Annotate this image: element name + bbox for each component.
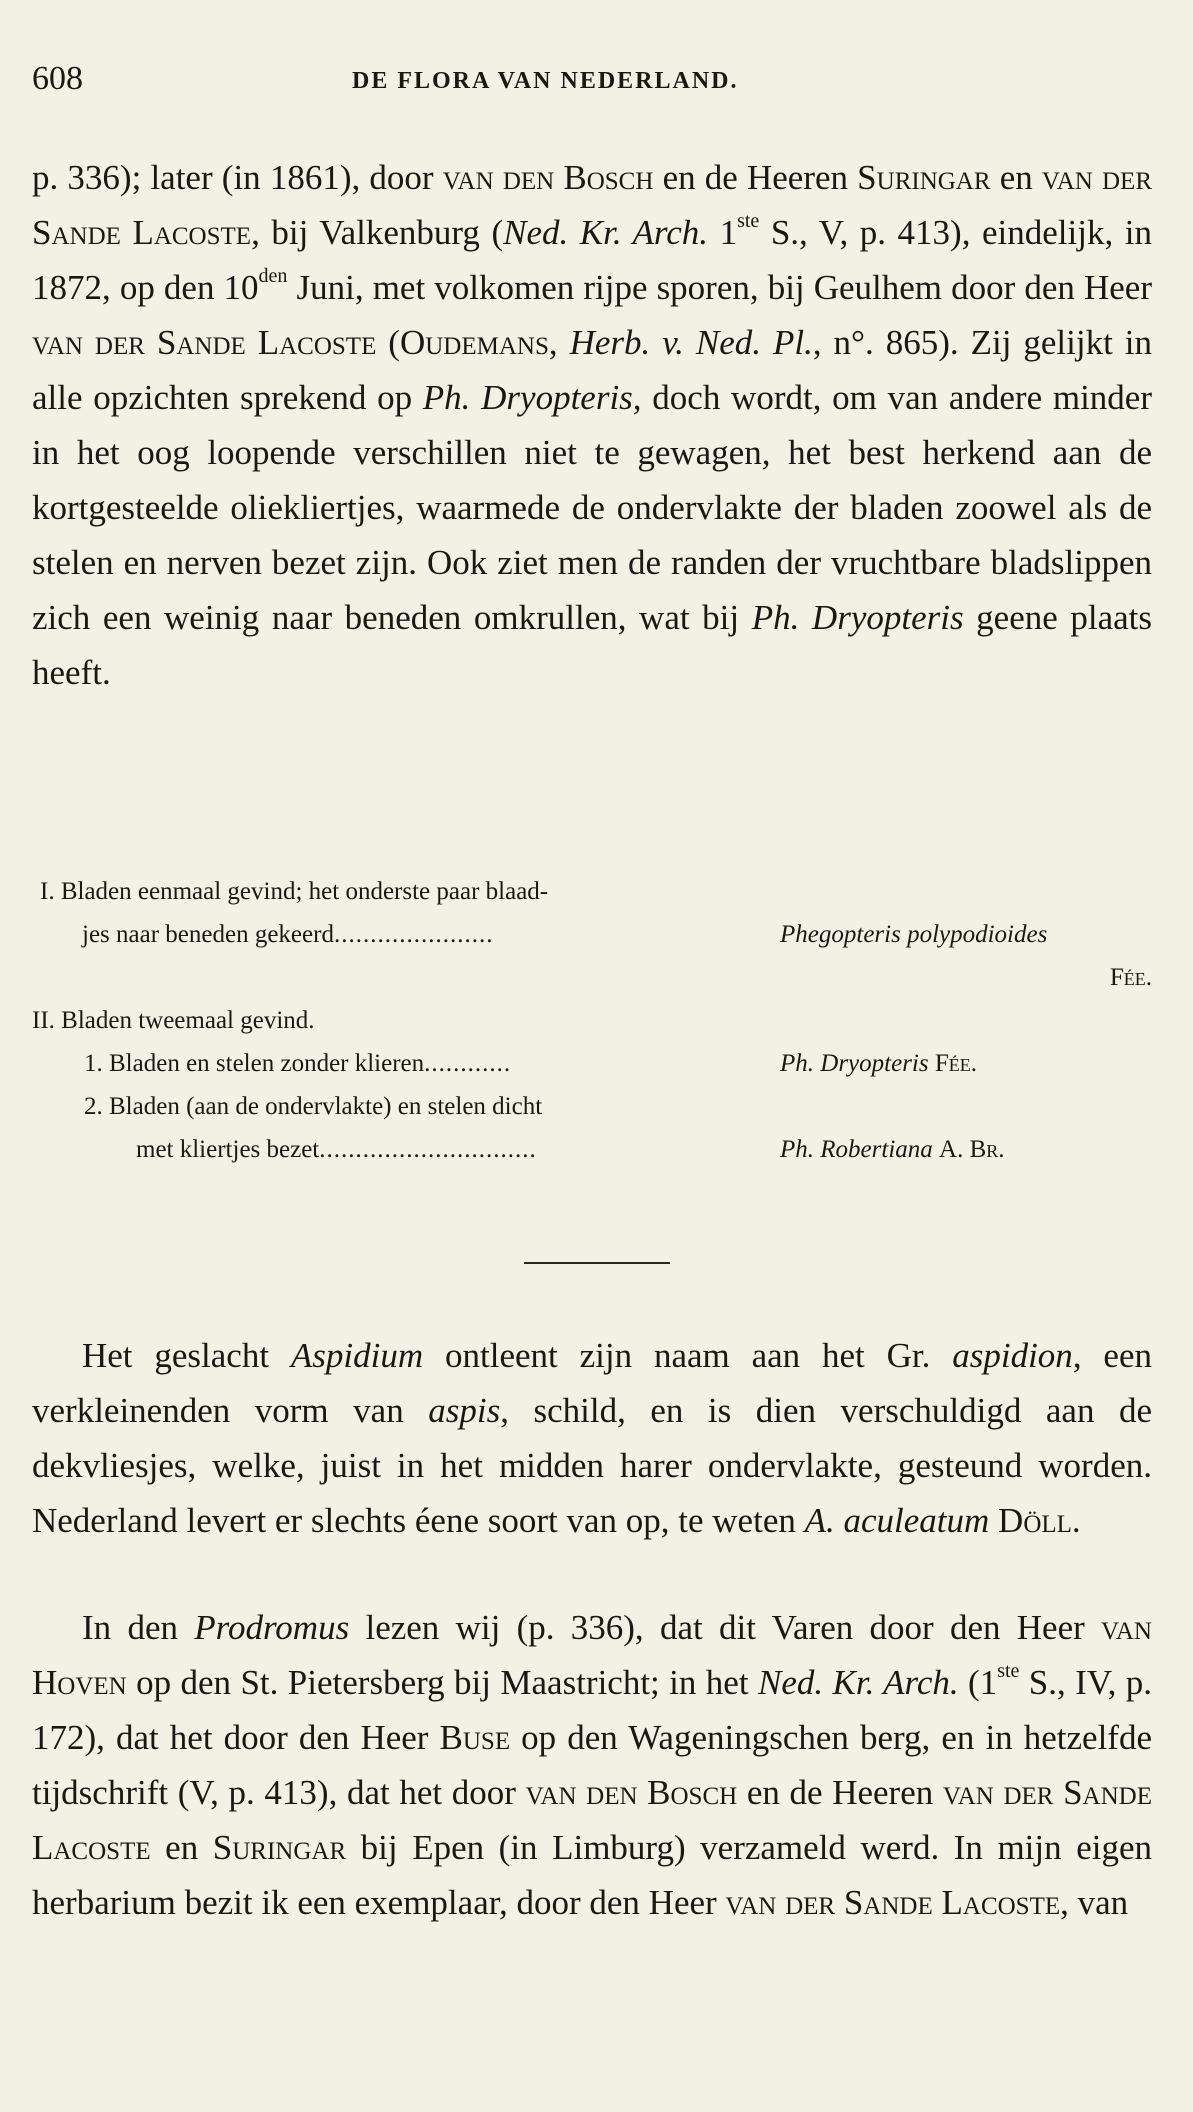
page-number: 608: [32, 60, 83, 97]
key-row: Fée.: [1109, 964, 1152, 991]
key-row: I. Bladen eenmaal gevind; het onderste paar blaad-: [40, 878, 549, 905]
section-divider: [524, 1262, 670, 1264]
key-row: jes naar beneden gekeerd...................... Phegopteris polypodioides: [82, 921, 1048, 948]
paragraph-2: Het geslacht Aspidium ontleent zijn naam aan het Gr. aspidion, een verkleinenden vorm van aspis, schild, en is dien verschuldigd aan de dekvliesjes, welke, juist in het midden harer ondervlakte, gesteund worden. Nederland levert er slechts éene soort van op, te weten A. aculeatum Döll.: [32, 1336, 1153, 1540]
running-title: DE FLORA VAN NEDERLAND.: [352, 68, 739, 94]
key-row: met kliertjes bezet.............................. Ph. Robertiana A. Br.: [136, 1136, 1005, 1163]
paragraph-1: p. 336); later (in 1861), door van den Bosch en de Heeren Suringar en van der Sande Lacoste, bij Valkenburg (Ned. Kr. Arch. 1ste S., V, p. 413), eindelijk, in 1872, op den $10^{den}$ Juni, met volkomen rijpe sporen, bij Geulhem door den Heer van der Sande Lacoste (Oudemans, Herb. v. Ned. Pl., n°. 865). Zij gelijkt in alle opzichten sprekend op Ph. Dryopteris, doch wordt, om van andere minder in het oog loopende verschillen niet te gewagen, het best herkend aan de kortgesteelde oliekliertjes, waarmede de ondervlakte der bladen zoowel als de stelen en nerven bezet zijn. Ook ziet men de randen der vruchtbare bladslippen zich een weinig naar beneden omkrullen, wat bij Ph. Dryopteris geene plaats heeft.: [32, 158, 1153, 692]
key-row: II. Bladen tweemaal gevind.: [32, 1007, 315, 1034]
key-row: 2. Bladen (aan de ondervlakte) en stelen dicht: [84, 1093, 543, 1120]
paragraph-3: In den Prodromus lezen wij (p. 336), dat dit Varen door den Heer van Hoven op den St. Pietersberg bij Maastricht; in het Ned. Kr. Arch. (1ste S., IV, p. 172), dat het door den Heer Buse op den Wageningschen berg, en in hetzelfde tijdschrift (V, p. 413), dat het door van den Bosch en de Heeren van der Sande Lacoste en Suringar bij Epen (in Limburg) verzameld werd. In mijn eigen herbarium bezit ik een exemplaar, door den Heer van der Sande Lacoste, van: [32, 1608, 1153, 1922]
key-row: 1. Bladen en stelen zonder klieren............ Ph. Dryopteris Fée.: [84, 1050, 978, 1077]
identification-key: [32, 870, 1152, 1171]
page-header: [32, 60, 1152, 110]
